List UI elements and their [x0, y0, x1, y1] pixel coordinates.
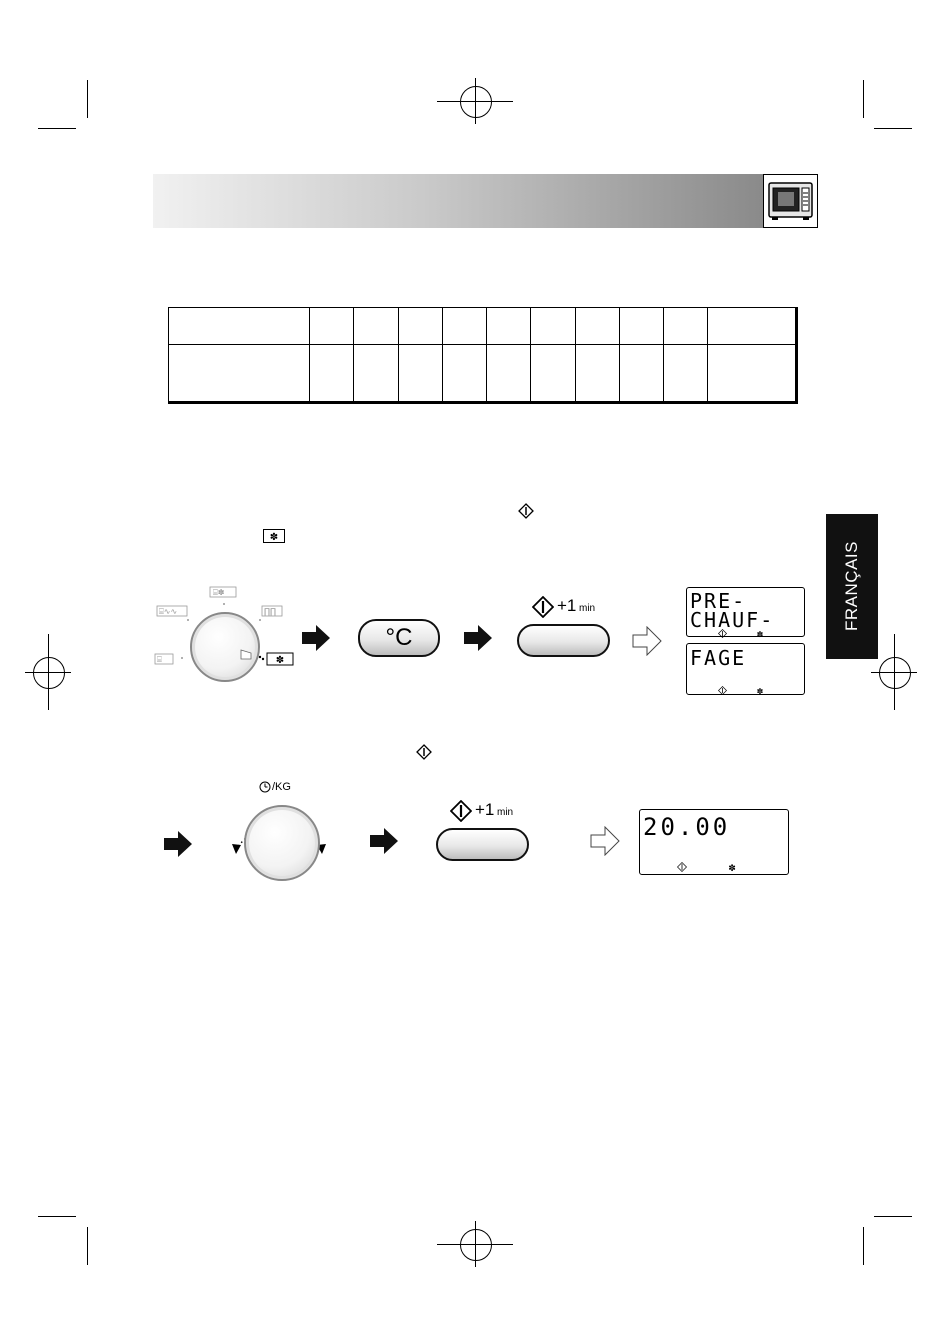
crop-mark — [87, 1227, 88, 1265]
table-cell — [531, 308, 575, 345]
table-cell — [487, 345, 531, 403]
table-cell — [442, 308, 486, 345]
knob-label: /KG — [272, 781, 291, 793]
table-cell — [619, 308, 663, 345]
temperature-button-label: °C — [385, 624, 413, 651]
table-cell — [619, 345, 663, 403]
arrow-result-icon — [632, 626, 662, 656]
table-cell — [708, 345, 797, 403]
crop-mark — [874, 1216, 912, 1217]
dial-pointer — [240, 648, 254, 662]
svg-text:⌸: ⌸ — [157, 655, 162, 664]
lcd-display-preheat-2 — [686, 643, 805, 695]
start-plus-label: +1 — [475, 800, 495, 819]
section-header-bar — [153, 174, 763, 228]
table-cell — [310, 345, 354, 403]
start-plus-label: +1 — [557, 596, 577, 615]
lcd-indicators — [677, 862, 741, 872]
svg-text:✽: ✽ — [269, 532, 279, 543]
start-button[interactable] — [517, 624, 610, 657]
table-cell — [169, 345, 310, 403]
clock-icon — [259, 781, 271, 793]
lcd-line: 20.00 — [643, 813, 731, 841]
svg-text:✽: ✽ — [756, 630, 764, 638]
language-tab-label: FRANÇAIS — [842, 541, 861, 631]
table-cell — [664, 345, 708, 403]
crop-mark — [863, 1227, 864, 1265]
svg-text:⌸∿∿: ⌸∿∿ — [159, 607, 178, 616]
crop-mark — [874, 128, 912, 129]
svg-text:✽: ✽ — [275, 655, 285, 666]
start-button[interactable] — [436, 828, 529, 861]
arrow-result-icon — [590, 826, 620, 856]
lcd-display-time — [639, 809, 789, 875]
language-tab — [826, 514, 878, 659]
table-cell — [169, 308, 310, 345]
temperature-table — [168, 307, 798, 404]
arrow-right-icon — [464, 625, 492, 651]
temperature-button[interactable] — [358, 619, 440, 657]
crop-mark — [38, 128, 76, 129]
table-cell — [354, 308, 398, 345]
lcd-display-preheat-1 — [686, 587, 805, 637]
table-cell — [354, 345, 398, 403]
lcd-line: FAGE — [690, 646, 747, 670]
start-unit-label: min — [579, 603, 596, 614]
svg-text:✽: ✽ — [728, 864, 736, 872]
svg-text:✽: ✽ — [756, 687, 764, 695]
svg-text:⌸✽: ⌸✽ — [213, 588, 225, 597]
crop-mark — [863, 80, 864, 118]
table-cell — [575, 345, 619, 403]
microwave-oven-icon — [763, 174, 818, 228]
start-diamond-icon — [416, 744, 432, 760]
lcd-line: CHAUF- — [690, 608, 775, 632]
table-cell — [664, 308, 708, 345]
table-cell — [442, 345, 486, 403]
start-diamond-icon — [532, 596, 554, 618]
lcd-line: PRE- — [690, 589, 747, 613]
table-cell — [487, 308, 531, 345]
start-unit-label: min — [497, 807, 514, 818]
arrow-right-icon — [302, 625, 330, 651]
time-weight-knob[interactable] — [244, 805, 320, 881]
start-diamond-icon — [518, 503, 534, 519]
arrow-right-icon — [164, 831, 192, 857]
lcd-indicators — [718, 686, 768, 695]
table-cell — [531, 345, 575, 403]
convection-fan-icon — [263, 529, 285, 543]
table-cell — [575, 308, 619, 345]
function-dial[interactable] — [190, 612, 260, 682]
crop-mark — [38, 1216, 76, 1217]
crop-mark — [87, 80, 88, 118]
table-cell — [398, 308, 442, 345]
table-cell — [310, 308, 354, 345]
arrow-right-icon — [370, 828, 398, 854]
start-diamond-icon — [450, 800, 472, 822]
table-cell — [708, 308, 797, 345]
table-cell — [398, 345, 442, 403]
svg-text:∏∏: ∏∏ — [264, 607, 277, 616]
lcd-indicators — [718, 629, 768, 638]
